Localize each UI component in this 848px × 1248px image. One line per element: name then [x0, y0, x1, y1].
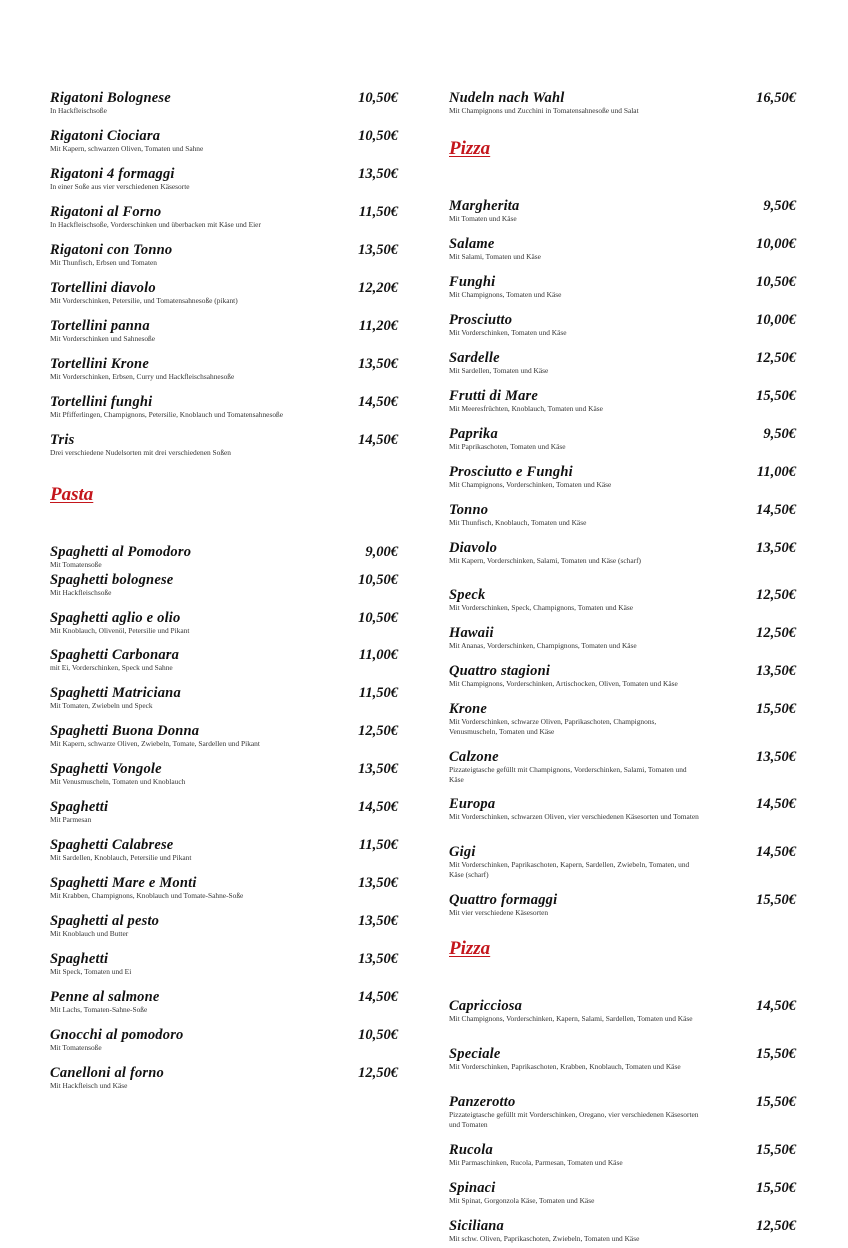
menu-item-price: 13,50€ [358, 875, 398, 891]
menu-item [449, 502, 796, 528]
menu-item-description: Mit Vorderschinken, Paprikaschoten, Krabben, Knoblauch, Tomaten und Käse [449, 1062, 681, 1071]
menu-item-name: Frutti di Mare [449, 388, 539, 404]
menu-item-name: Tris [50, 432, 75, 448]
menu-item-description: Mit Hackfleischsoße [50, 588, 112, 597]
menu-item-header [50, 685, 398, 701]
menu-item-name: Spaghetti Mare e Monti [50, 875, 197, 891]
menu-item-price: 10,50€ [358, 128, 398, 144]
menu-item-price: 9,50€ [763, 426, 796, 442]
menu-item-description: Mit Tomaten und Käse [449, 214, 517, 223]
menu-item-name: Gnocchi al pomodoro [50, 1027, 184, 1043]
menu-item-header [449, 625, 796, 641]
menu-item [50, 875, 398, 901]
menu-item-description: Mit Meeresfrüchten, Knoblauch, Tomaten und Käse [449, 404, 603, 413]
menu-item-header [50, 875, 398, 891]
menu-item [449, 1094, 796, 1130]
menu-item-price: 14,50€ [756, 998, 796, 1014]
menu-item-name: Spaghetti aglio e olio [50, 610, 181, 626]
menu-item-price: 13,50€ [756, 540, 796, 556]
menu-item [50, 128, 398, 154]
menu-item-description: Mit Parmesan [50, 815, 92, 824]
menu-item-price: 15,50€ [756, 388, 796, 404]
menu-item-price: 9,50€ [763, 198, 796, 214]
menu-item-description: Mit Hackfleisch und Käse [50, 1081, 128, 1090]
menu-item-name: Tonno [449, 502, 489, 518]
menu-item-description: Mit Champignons, Vorderschinken, Tomaten und Käse [449, 480, 612, 489]
menu-item-price: 10,50€ [358, 572, 398, 588]
menu-item-name: Rigatoni Bolognese [50, 90, 171, 106]
menu-item [449, 587, 796, 613]
menu-item [50, 242, 398, 268]
section-title-pizza-2: Pizza [449, 938, 491, 959]
menu-item-header [50, 204, 398, 220]
menu-item-price: 12,50€ [358, 723, 398, 739]
menu-item [50, 432, 398, 458]
menu-item-name: Spaghetti [50, 951, 109, 967]
menu-item-description: Mit Paprikaschoten, Tomaten und Käse [449, 442, 566, 451]
menu-group [50, 52, 398, 476]
menu-item [50, 647, 398, 673]
menu-item-header [50, 723, 398, 739]
menu-item-name: Penne al salmone [50, 989, 160, 1005]
menu-item-name: Tortellini diavolo [50, 280, 156, 296]
menu-item [50, 204, 398, 230]
menu-item-description: Mit Vorderschinken, schwarze Oliven, Paprikaschoten, Champignons, Venusmuscheln, Tomaten und Käse [449, 717, 657, 736]
menu-item-price: 14,50€ [358, 989, 398, 1005]
menu-item-description: Mit Vorderschinken, Paprikaschoten, Kapern, Sardellen, Zwiebeln, Tomaten, und Käse (scharf) [449, 860, 690, 879]
menu-item-description: Mit vier verschiedene Käsesorten [449, 908, 549, 917]
menu-item-price: 15,50€ [756, 1142, 796, 1158]
menu-item [50, 572, 398, 598]
menu-item-price: 13,50€ [358, 356, 398, 372]
menu-item [50, 913, 398, 939]
menu-item-name: Spaghetti Matriciana [50, 685, 181, 701]
menu-item-header [449, 1094, 796, 1110]
menu-item-header [50, 1065, 398, 1081]
menu-item [449, 1046, 796, 1072]
menu-item-name: Rigatoni con Tonno [50, 242, 173, 258]
menu-item-header [449, 1046, 796, 1062]
menu-group [50, 506, 398, 1095]
menu-item-header [449, 1142, 796, 1158]
menu-item-description: Mit Thunfisch, Knoblauch, Tomaten und Käse [449, 518, 587, 527]
menu-item-header [449, 350, 796, 366]
menu-item [449, 540, 796, 566]
menu-item-price: 13,50€ [358, 761, 398, 777]
menu-item-header [449, 90, 796, 106]
menu-item-name: Spaghetti Buona Donna [50, 723, 200, 739]
menu-item-header [50, 318, 398, 334]
menu-item-price: 13,50€ [756, 663, 796, 679]
menu-item-description: Mit Champignons, Vorderschinken, Kapern, Salami, Sardellen, Tomaten und Käse [449, 1014, 693, 1023]
menu-item-price: 10,00€ [756, 312, 796, 328]
menu-item [449, 663, 796, 689]
menu-item-header [449, 540, 796, 556]
menu-item-price: 16,50€ [756, 90, 796, 106]
menu-item-price: 9,00€ [365, 544, 398, 560]
menu-item-name: Rigatoni al Forno [50, 204, 162, 220]
menu-item-name: Spinaci [449, 1180, 496, 1196]
menu-item-description: Mit Kapern, Vorderschinken, Salami, Tomaten und Käse (scharf) [449, 556, 641, 565]
menu-item-header [449, 1180, 796, 1196]
menu-group [449, 960, 796, 1248]
menu-item-header [50, 280, 398, 296]
menu-item-name: Spaghetti [50, 799, 109, 815]
menu-item-header [50, 951, 398, 967]
section-title-pasta: Pasta [50, 484, 94, 505]
menu-item-name: Speciale [449, 1046, 501, 1062]
menu-item-description: Mit Tomaten, Zwiebeln und Speck [50, 701, 153, 710]
menu-item [50, 610, 398, 636]
menu-item-header [449, 1218, 796, 1234]
menu-item [449, 236, 796, 262]
menu-item-price: 10,50€ [358, 90, 398, 106]
menu-item-price: 12,50€ [756, 1218, 796, 1234]
menu-item-name: Spaghetti bolognese [50, 572, 174, 588]
menu-item-header [50, 647, 398, 663]
menu-item-price: 15,50€ [756, 701, 796, 717]
menu-item [449, 464, 796, 490]
menu-item-price: 13,50€ [358, 951, 398, 967]
menu-item [449, 749, 796, 785]
menu-item [449, 796, 796, 822]
menu-item-description: Mit Thunfisch, Erbsen und Tomaten [50, 258, 157, 267]
menu-item-description: In Hackfleischsoße, Vorderschinken und überbacken mit Käse und Eier [50, 220, 261, 229]
menu-item-price: 10,50€ [358, 610, 398, 626]
menu-item-header [50, 356, 398, 372]
menu-item-header [449, 502, 796, 518]
menu-item-description: Mit Ananas, Vorderschinken, Champignons, Tomaten und Käse [449, 641, 637, 650]
menu-item-header [449, 388, 796, 404]
menu-item-description: Mit Venusmuscheln, Tomaten und Knoblauch [50, 777, 186, 786]
menu-item-header [50, 989, 398, 1005]
menu-item-description: Mit Champignons und Zucchini in Tomatensahnesoße und Salat [449, 106, 639, 115]
menu-item-description: Mit Salami, Tomaten und Käse [449, 252, 541, 261]
menu-item-description: Mit Tomatensoße [50, 560, 102, 569]
menu-item-price: 13,50€ [756, 749, 796, 765]
menu-item-description: mit Ei, Vorderschinken, Speck und Sahne [50, 663, 173, 672]
menu-item [449, 625, 796, 651]
menu-item-description: Mit Vorderschinken, Erbsen, Curry und Hackfleischsahnesoße [50, 372, 235, 381]
menu-group [449, 160, 796, 932]
menu-item-description: Mit Kapern, schwarzen Oliven, Tomaten und Sahne [50, 144, 204, 153]
menu-item [50, 951, 398, 977]
menu-item-header [50, 610, 398, 626]
menu-item [449, 1180, 796, 1206]
menu-item-header [50, 799, 398, 815]
menu-item-header [50, 242, 398, 258]
menu-item-price: 11,50€ [358, 685, 398, 701]
menu-item-name: Europa [449, 796, 496, 812]
menu-item [449, 998, 796, 1024]
menu-column-right [449, 52, 796, 1248]
menu-item-name: Tortellini panna [50, 318, 150, 334]
menu-item-name: Siciliana [449, 1218, 504, 1234]
menu-item-name: Rigatoni 4 formaggi [50, 166, 175, 182]
menu-item [449, 350, 796, 376]
menu-item-price: 15,50€ [756, 1180, 796, 1196]
menu-item-description: Mit Vorderschinken, Tomaten und Käse [449, 328, 567, 337]
menu-item-name: Speck [449, 587, 486, 603]
menu-item-name: Diavolo [449, 540, 498, 556]
menu-item-price: 12,50€ [756, 587, 796, 603]
menu-item-header [449, 998, 796, 1014]
menu-item-description: Drei verschiedene Nudelsorten mit drei verschiedenen Soßen [50, 448, 232, 457]
menu-item-price: 10,50€ [756, 274, 796, 290]
menu-item-header [449, 426, 796, 442]
menu-item-price: 10,00€ [756, 236, 796, 252]
menu-item-description: Mit schw. Oliven, Paprikaschoten, Zwiebeln, Tomaten und Käse [449, 1234, 640, 1243]
menu-item-name: Spaghetti Carbonara [50, 647, 180, 663]
menu-item-price: 11,00€ [358, 647, 398, 663]
menu-item [449, 1142, 796, 1168]
menu-item-price: 13,50€ [358, 166, 398, 182]
menu-item-description: Mit Krabben, Champignons, Knoblauch und Tomate-Sahne-Soße [50, 891, 244, 900]
menu-item [50, 1027, 398, 1053]
menu-item-header [449, 796, 796, 812]
menu-item-name: Tortellini Krone [50, 356, 149, 372]
menu-item-header [449, 312, 796, 328]
menu-item-description: Mit Knoblauch, Olivenöl, Petersilie und Pikant [50, 626, 190, 635]
menu-item-header [50, 394, 398, 410]
menu-item-price: 12,50€ [756, 350, 796, 366]
menu-item-name: Nudeln nach Wahl [449, 90, 565, 106]
menu-item-header [50, 572, 398, 588]
menu-item-price: 12,20€ [358, 280, 398, 296]
menu-item-header [449, 749, 796, 765]
menu-item-header [50, 1027, 398, 1043]
menu-item-description: Mit Pfifferlingen, Champignons, Petersilie, Knoblauch und Tomatensahnesoße [50, 410, 284, 419]
menu-item-description: Mit Vorderschinken, Speck, Champignons, Tomaten und Käse [449, 603, 634, 612]
menu-item-name: Spaghetti Vongole [50, 761, 162, 777]
menu-item-name: Spaghetti al pesto [50, 913, 160, 929]
menu-item-description: Mit Champignons, Tomaten und Käse [449, 290, 562, 299]
menu-item-description: Pizzateigtasche gefüllt mit Champignons, Vorderschinken, Salami, Tomaten und Käse [449, 765, 687, 784]
menu-item-name: Prosciutto e Funghi [449, 464, 573, 480]
menu-item-description: Mit Parmaschinken, Rucola, Parmesan, Tomaten und Käse [449, 1158, 623, 1167]
menu-item-price: 12,50€ [756, 625, 796, 641]
menu-item [50, 166, 398, 192]
menu-item-header [50, 837, 398, 853]
menu-item-description: Mit Spinat, Gorgonzola Käse, Tomaten und Käse [449, 1196, 595, 1205]
menu-column-left [50, 52, 398, 1095]
menu-item-name: Panzerotto [449, 1094, 516, 1110]
menu-item-header [50, 432, 398, 448]
menu-item-name: Calzone [449, 749, 499, 765]
menu-item-name: Sardelle [449, 350, 500, 366]
menu-item-name: Capricciosa [449, 998, 523, 1014]
menu-item-header [50, 913, 398, 929]
menu-item-name: Canelloni al forno [50, 1065, 164, 1081]
menu-item-price: 13,50€ [358, 913, 398, 929]
menu-item-price: 14,50€ [756, 502, 796, 518]
menu-item-price: 13,50€ [358, 242, 398, 258]
menu-group [449, 52, 796, 130]
menu-item-name: Margherita [449, 198, 520, 214]
menu-item [50, 356, 398, 382]
menu-item [449, 426, 796, 452]
menu-item [50, 723, 398, 749]
menu-item-description: Mit Tomatensoße [50, 1043, 102, 1052]
menu-item-header [449, 892, 796, 908]
menu-item [50, 685, 398, 711]
section-title-pizza: Pizza [449, 138, 491, 159]
menu-item-name: Prosciutto [449, 312, 513, 328]
menu-item-description: Mit Champignons, Vorderschinken, Artischocken, Oliven, Tomaten und Käse [449, 679, 678, 688]
menu-item-header [449, 663, 796, 679]
menu-item-header [449, 844, 796, 860]
menu-item [50, 90, 398, 116]
menu-item-price: 11,50€ [358, 837, 398, 853]
menu-item [50, 761, 398, 787]
menu-item-header [449, 236, 796, 252]
menu-item [449, 701, 796, 737]
menu-item [449, 198, 796, 224]
menu-item-header [449, 198, 796, 214]
menu-item-name: Funghi [449, 274, 496, 290]
menu-item-name: Hawaii [449, 625, 494, 641]
menu-item [50, 544, 398, 570]
menu-item-name: Spaghetti Calabrese [50, 837, 174, 853]
menu-item-price: 12,50€ [358, 1065, 398, 1081]
menu-item-price: 14,50€ [358, 799, 398, 815]
menu-item-description: Mit Vorderschinken, Petersilie, und Tomatensahnesoße (pikant) [50, 296, 238, 305]
menu-item-price: 15,50€ [756, 892, 796, 908]
menu-item-name: Krone [449, 701, 488, 717]
menu-item [50, 799, 398, 825]
menu-item-header [449, 464, 796, 480]
menu-item-name: Quattro formaggi [449, 892, 558, 908]
menu-item-price: 14,50€ [358, 394, 398, 410]
menu-item [449, 844, 796, 880]
menu-item [50, 1065, 398, 1091]
menu-item-name: Quattro stagioni [449, 663, 551, 679]
menu-item-price: 15,50€ [756, 1046, 796, 1062]
menu-item [449, 90, 796, 116]
menu-item-price: 11,50€ [358, 204, 398, 220]
menu-item-price: 10,50€ [358, 1027, 398, 1043]
menu-item-name: Rucola [449, 1142, 493, 1158]
menu-item [50, 837, 398, 863]
menu-item-price: 14,50€ [358, 432, 398, 448]
menu-item-header [50, 166, 398, 182]
menu-item-name: Spaghetti al Pomodoro [50, 544, 192, 560]
menu-item [50, 394, 398, 420]
menu-item-name: Paprika [449, 426, 498, 442]
menu-item-header [50, 128, 398, 144]
menu-item-header [449, 274, 796, 290]
menu-item-price: 14,50€ [756, 844, 796, 860]
menu-item-description: Pizzateigtasche gefüllt mit Vorderschinken, Oregano, vier verschiedenen Käsesorten und Tomaten [449, 1110, 699, 1129]
menu-item-price: 14,50€ [756, 796, 796, 812]
menu-item-description: Mit Speck, Tomaten und Ei [50, 967, 132, 976]
menu-item-header [50, 761, 398, 777]
menu-item-description: Mit Kapern, schwarze Oliven, Zwiebeln, Tomate, Sardellen und Pikant [50, 739, 260, 748]
menu-item-description: Mit Lachs, Tomaten-Sahne-Soße [50, 1005, 148, 1014]
menu-item [449, 274, 796, 300]
menu-item [449, 892, 796, 918]
menu-item-description: Mit Knoblauch und Butter [50, 929, 129, 938]
menu-item-description: In Hackfleischsoße [50, 106, 107, 115]
menu-item-header [50, 544, 398, 560]
menu-item [449, 312, 796, 338]
menu-item-header [449, 587, 796, 603]
menu-item [50, 280, 398, 306]
menu-item-description: In einer Soße aus vier verschiedenen Käsesorte [50, 182, 190, 191]
menu-item-description: Mit Sardellen, Knoblauch, Petersilie und Pikant [50, 853, 192, 862]
menu-item-name: Salame [449, 236, 495, 252]
menu-item-description: Mit Vorderschinken, schwarzen Oliven, vier verschiedenen Käsesorten und Tomaten [449, 812, 699, 821]
menu-item-header [449, 701, 796, 717]
menu-item [449, 1218, 796, 1244]
menu-item-name: Tortellini funghi [50, 394, 153, 410]
menu-item-price: 11,00€ [756, 464, 796, 480]
menu-item [449, 388, 796, 414]
menu-item-price: 11,20€ [358, 318, 398, 334]
menu-item [50, 989, 398, 1015]
menu-item-header [50, 90, 398, 106]
menu-item-description: Mit Sardellen, Tomaten und Käse [449, 366, 549, 375]
menu-item-name: Rigatoni Ciociara [50, 128, 161, 144]
menu-item-name: Gigi [449, 844, 476, 860]
menu-item-description: Mit Vorderschinken und Sahnesoße [50, 334, 156, 343]
menu-item [50, 318, 398, 344]
menu-item-price: 15,50€ [756, 1094, 796, 1110]
